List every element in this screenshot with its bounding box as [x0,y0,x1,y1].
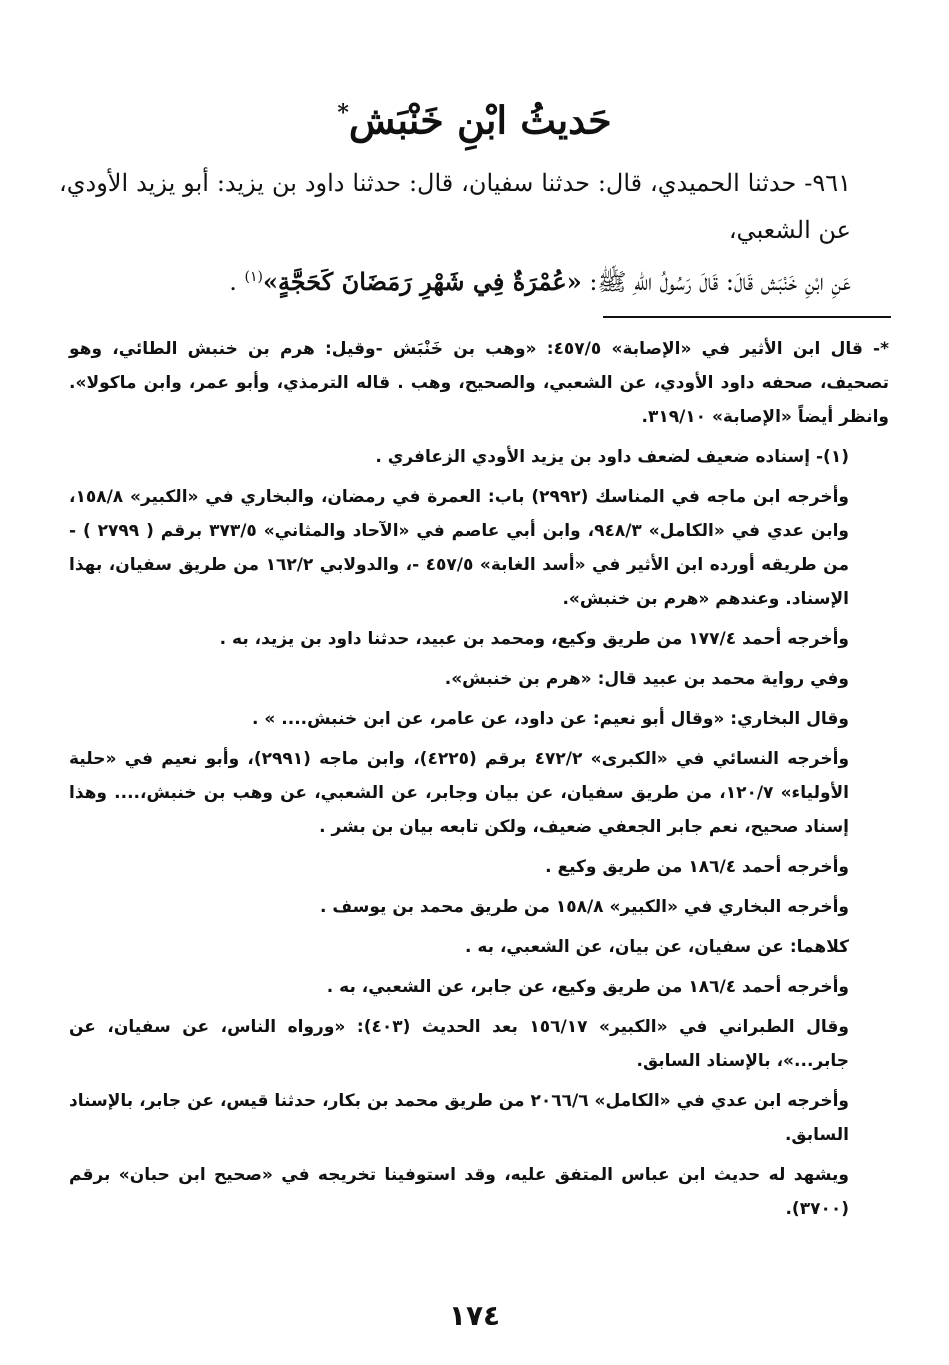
title-footnote-marker: * [337,100,349,126]
footnote-paragraph: كلاهما: عن سفيان، عن بيان، عن الشعبي، به . [464,937,849,957]
hadith-matn [59,254,891,306]
footnote-paragraph: وأخرجه أحمد ١٧٧/٤ من طريق وكيع، ومحمد بن عبيد، حدثنا داود بن يزيد، به . [219,629,849,649]
footnote-paragraph: وفي رواية محمد بن عبيد قال: «هرم بن خنبش». [444,669,849,689]
hadith-quote: «عُمْرَةٌ فِي شَهْرِ رَمَضَانَ كَحَجَّةٍ» [262,267,582,296]
chapter-title-text: حَديثُ ابْنِ خَنْبَش [348,97,612,143]
footnote-paragraph: وأخرجه ابن عدي في «الكامل» ٢٠٦٦/٦ من طريق محمد بن بكار، حدثنا قيس، عن جابر، بالإسناد السابق. [69,1091,850,1145]
footnote-paragraph: *- قال ابن الأثير في «الإصابة» ٤٥٧/٥: «وهب بن خَنْبَش -وقيل: هرم بن خنبش الطائي، وهو تصحيف، صحفه داود الأودي، عن الشعبي، والصحيح، وهب . قاله الترمذي، وأبو عمر، وابن ماكولا». وانظر أيضاً «الإصابة» ٣١٩/١٠. [69,339,890,427]
hadith-isnad: ٩٦١- حدثنا الحميدي، قال: حدثنا سفيان، قال: حدثنا داود بن يزيد: أبو يزيد الأودي، عن الشعبي، [59,169,851,244]
chapter-title [0,88,949,146]
hadith-text [59,160,891,306]
footnote-paragraph: وأخرجه ابن ماجه في المناسك (٢٩٩٢) باب: العمرة في رمضان، والبخاري في «الكبير» ١٥٨/٨، وابن عدي في «الكامل» ٩٤٨/٣، وابن أبي عاصم في «الآحاد والمثاني» ٣٧٣/٥ برقم ( ٢٧٩٩ ) - من طريقه أورده ابن الأثير في «أسد الغابة» ٤٥٧/٥ -، والدولابي ١٦٢/٢ من طريق سفيان، بهذا الإسناد. وعندهم «هرم بن خنبش». [69,487,849,609]
footnote-paragraph: وأخرجه أحمد ١٨٦/٤ من طريق وكيع . [545,857,849,877]
page-number: ١٧٤ [448,1299,501,1332]
footnote-paragraph: وأخرجه أحمد ١٨٦/٤ من طريق وكيع، عن جابر، عن الشعبي، به . [326,977,849,997]
footnote-paragraph: وقال البخاري: «وقال أبو نعيم: عن داود، عن عامر، عن ابن خنبش.... » . [252,709,849,729]
footnote-paragraph: (١)- إسناده ضعيف لضعف داود بن يزيد الأودي الزعافري . [375,447,849,467]
footnote-paragraph: وقال الطبراني في «الكبير» ١٥٦/١٧ بعد الحديث (٤٠٣): «ورواه الناس، عن سفيان، عن جابر...»، بالإسناد السابق. [69,1017,849,1071]
footnote-separator [603,316,891,318]
hadith-matn-end: . [229,268,245,296]
footnote-ref: (١) [244,269,263,285]
footnote-paragraph: وأخرجه البخاري في «الكبير» ١٥٨/٨ من طريق محمد بن يوسف . [320,897,849,917]
footnote-paragraph: ويشهد له حديث ابن عباس المتفق عليه، وقد استوفينا تخريجه في «صحيح ابن حبان» برقم (٣٧٠٠). [69,1165,849,1219]
footnotes [69,332,889,1232]
footnote-paragraph: وأخرجه النسائي في «الكبرى» ٤٧٢/٢ برقم (٤٢٢٥)، وابن ماجه (٢٩٩١)، وأبو نعيم في «حلية الأولياء» ١٢٠/٧، من طريق سفيان، عن بيان وجابر، عن الشعبي، عن وهب بن خنبش،.... وهذا إسناد صحيح، نعم جابر الجعفي ضعيف، ولكن تابعه بيان بن بشر . [69,749,850,837]
hadith-matn-intro: عَنِ ابْنِ خَنْبَش قَالَ: قَالَ رَسُولُ اللهِ ﷺ: [589,268,851,296]
